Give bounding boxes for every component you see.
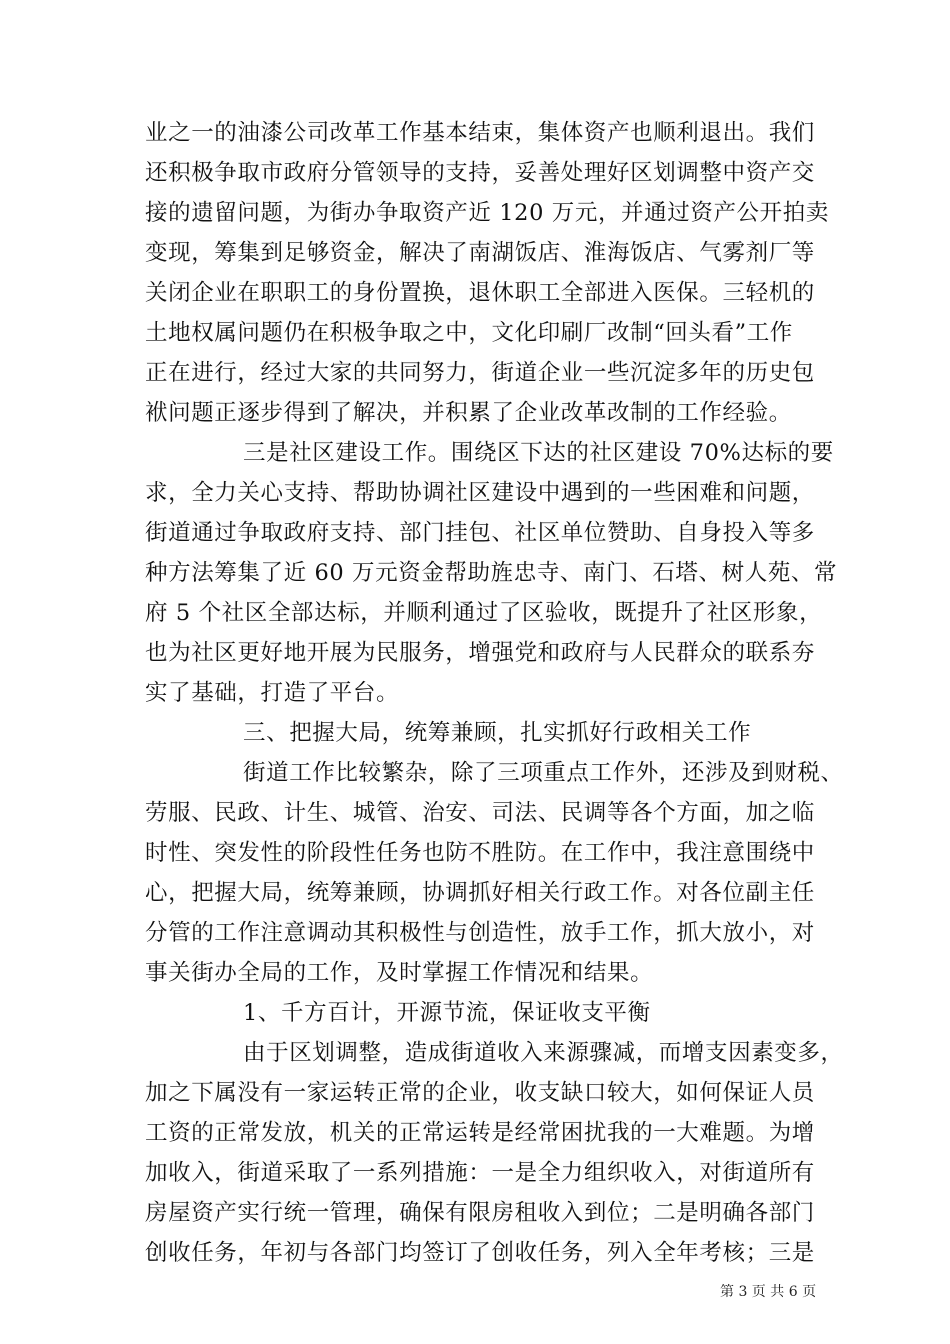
text-line: 心，把握大局，统筹兼顾，协调抓好相关行政工作。对各位副主任 [145, 880, 815, 906]
paragraph-start-line: 由于区划调整，造成街道收入来源骤减，而增支因素变多， [243, 1040, 844, 1066]
text-line: 求，全力关心支持、帮助协调社区建设中遇到的一些困难和问题， [145, 480, 815, 506]
text-line: 府 5 个社区全部达标，并顺利通过了区验收，既提升了社区形象， [145, 600, 823, 626]
text-line: 加之下属没有一家运转正常的企业，收支缺口较大，如何保证人员 [145, 1080, 815, 1106]
text-line: 加收入，街道采取了一系列措施：一是全力组织收入，对街道所有 [145, 1160, 815, 1186]
text-line: 创收任务，年初与各部门均签订了创收任务，列入全年考核；三是 [145, 1240, 815, 1266]
text-line: 袱问题正逐步得到了解决，并积累了企业改革改制的工作经验。 [145, 400, 792, 426]
text-line: 种方法筹集了近 60 万元资金帮助旌忠寺、南门、石塔、树人苑、常 [145, 560, 838, 586]
text-line: 土地权属问题仍在积极争取之中，文化印刷厂改制“回头看”工作 [145, 320, 793, 346]
text-line: 接的遗留问题，为街办争取资产近 120 万元，并通过资产公开拍卖 [145, 200, 829, 226]
text-line: 变现，筹集到足够资金，解决了南湖饭店、淮海饭店、气雾剂厂等 [145, 240, 815, 266]
text-line: 分管的工作注意调动其积极性与创造性，放手工作，抓大放小，对 [145, 920, 815, 946]
text-line: 时性、突发性的阶段性任务也防不胜防。在工作中，我注意围绕中 [145, 840, 815, 866]
text-line: 实了基础，打造了平台。 [145, 680, 400, 706]
text-line: 劳服、民政、计生、城管、治安、司法、民调等各个方面，加之临 [145, 800, 815, 826]
paragraph-start-line: 三是社区建设工作。围绕区下达的社区建设 70%达标的要 [243, 440, 834, 466]
text-line: 关闭企业在职职工的身份置换，退休职工全部进入医保。三轻机的 [145, 280, 815, 306]
paragraph-start-line: 街道工作比较繁杂，除了三项重点工作外，还涉及到财税、 [243, 760, 844, 786]
text-line: 工资的正常发放，机关的正常运转是经常困扰我的一大难题。为增 [145, 1120, 815, 1146]
text-line: 房屋资产实行统一管理，确保有限房租收入到位；二是明确各部门 [145, 1200, 815, 1226]
text-line: 还积极争取市政府分管领导的支持，妥善处理好区划调整中资产交 [145, 160, 815, 186]
page-number: 第 3 页 共 6 页 [720, 1284, 817, 1300]
text-line: 事关街办全局的工作，及时掌握工作情况和结果。 [145, 960, 654, 986]
text-line: 正在进行，经过大家的共同努力，街道企业一些沉淀多年的历史包 [145, 360, 815, 386]
section-heading: 三、把握大局，统筹兼顾，扎实抓好行政相关工作 [243, 720, 752, 746]
text-line: 街道通过争取政府支持、部门挂包、社区单位赞助、自身投入等多 [145, 520, 815, 546]
text-line: 也为社区更好地开展为民服务，增强党和政府与人民群众的联系夯 [145, 640, 815, 666]
text-line: 业之一的油漆公司改革工作基本结束，集体资产也顺利退出。我们 [145, 120, 815, 146]
subsection-heading: 1、千方百计，开源节流，保证收支平衡 [243, 1000, 651, 1026]
